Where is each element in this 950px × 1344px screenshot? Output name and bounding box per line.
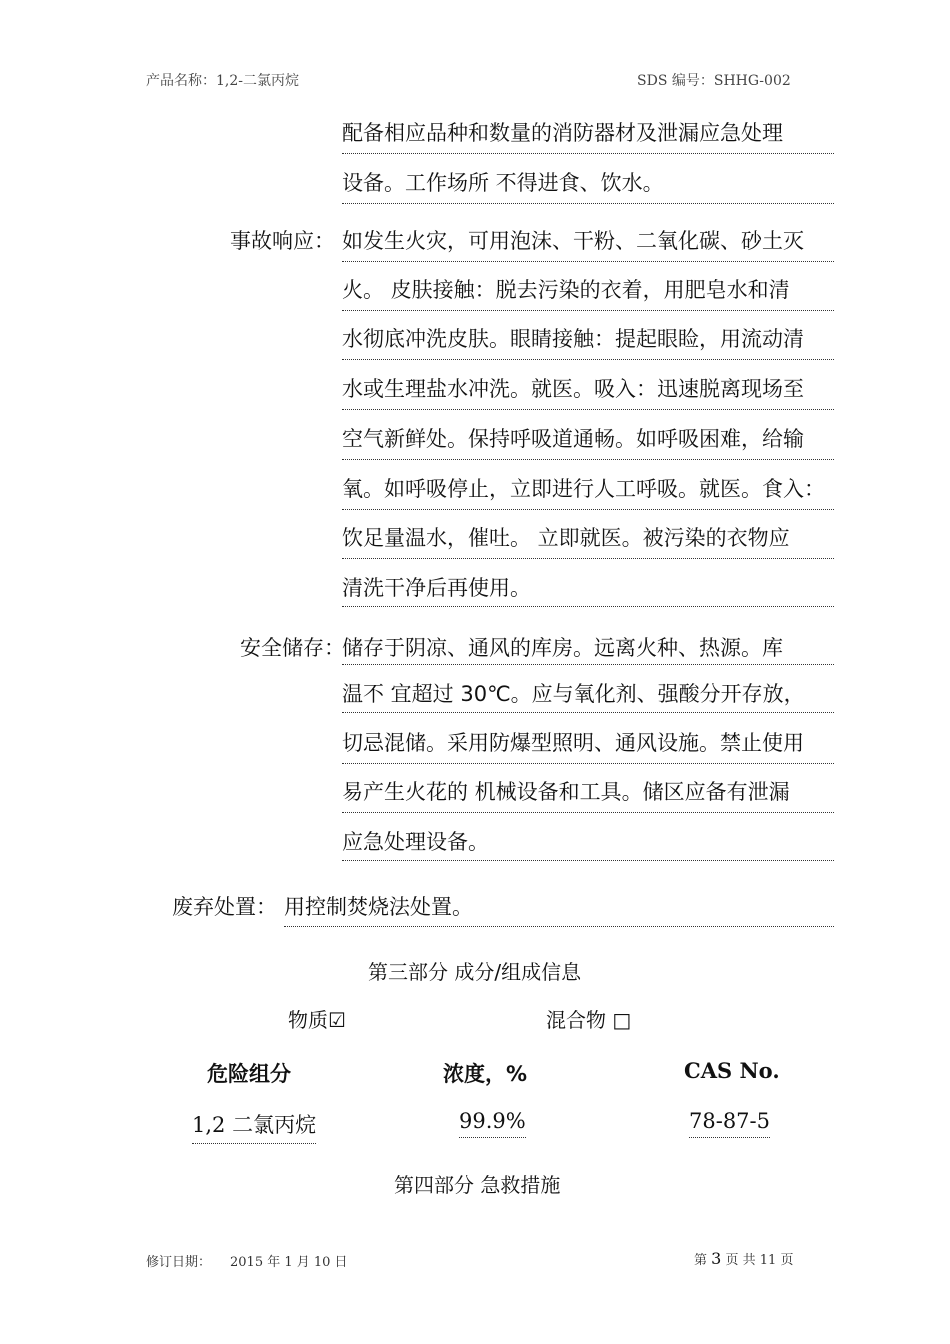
page-mid: 页 共 — [725, 1253, 756, 1268]
response-label: 事故响应： — [230, 229, 335, 253]
dotted-rule — [342, 763, 834, 764]
response-line: 水或生理盐水冲洗。就医。吸入：迅速脱离现场至 — [342, 377, 804, 401]
response-line: 火。 皮肤接触：脱去污染的衣着，用肥皂水和清 — [342, 278, 790, 302]
response-line: 饮足量温水，催吐。 立即就医。被污染的衣物应 — [342, 526, 790, 550]
header-product-name: 产品名称：1,2-二氯丙烷 — [146, 73, 299, 89]
dotted-rule — [342, 261, 834, 262]
dotted-rule — [342, 459, 834, 460]
response-line: 如发生火灾，可用泡沫、干粉、二氧化碳、砂土灭 — [342, 229, 804, 253]
dotted-rule — [284, 926, 834, 927]
dotted-rule — [342, 606, 834, 607]
dotted-rule — [342, 359, 834, 360]
footer-revision-date: 2015 年 1 月 10 日 — [230, 1255, 348, 1270]
disposal-label: 废弃处置： — [172, 895, 277, 919]
storage-line: 储存于阴凉、通风的库房。远离火种、热源。库 — [342, 636, 783, 660]
component-concentration: 99.9% — [459, 1109, 526, 1138]
footer-page-info — [694, 1249, 793, 1268]
component-name: 1,2 二氯丙烷 — [192, 1109, 316, 1144]
storage-line: 易产生火花的 机械设备和工具。储区应备有泄漏 — [342, 780, 790, 804]
table-header: 浓度，% — [443, 1062, 528, 1086]
dotted-rule — [342, 558, 834, 559]
response-line: 氧。如呼吸停止，立即进行人工呼吸。就医。食入： — [342, 477, 825, 501]
prevention-line: 配备相应品种和数量的消防器材及泄漏应急处理 — [342, 121, 783, 145]
dotted-rule — [342, 310, 834, 311]
section4-title: 第四部分 急救措施 — [394, 1173, 561, 1197]
table-header: CAS No. — [684, 1058, 780, 1083]
footer-revision-label: 修订日期： — [146, 1255, 212, 1270]
dotted-rule — [342, 509, 834, 510]
response-line: 清洗干净后再使用。 — [342, 576, 531, 600]
response-line: 水彻底冲洗皮肤。眼睛接触：提起眼睑，用流动清 — [342, 327, 804, 351]
page-number: 3 — [711, 1249, 722, 1268]
dotted-rule — [342, 812, 834, 813]
header-sds-number: SDS 编号：SHHG-002 — [637, 73, 791, 89]
dotted-rule — [342, 203, 834, 204]
dotted-rule — [342, 153, 834, 154]
storage-line: 切忌混储。采用防爆型照明、通风设施。禁止使用 — [342, 731, 804, 755]
dotted-rule — [342, 712, 834, 713]
dotted-rule — [342, 409, 834, 410]
page-total: 11 — [759, 1253, 777, 1268]
storage-line: 温不 宜超过 30℃。应与氧化剂、强酸分开存放， — [342, 682, 805, 706]
dotted-rule — [342, 664, 834, 665]
substance-option: 物质☑ — [288, 1008, 346, 1032]
dotted-rule — [342, 860, 834, 861]
component-cas: 78-87-5 — [689, 1109, 770, 1138]
storage-line: 应急处理设备。 — [342, 830, 489, 854]
mixture-option: 混合物 □ — [546, 1008, 632, 1032]
section3-title: 第三部分 成分/组成信息 — [368, 960, 582, 984]
prevention-line: 设备。工作场所 不得进食、饮水。 — [342, 171, 664, 195]
storage-label: 安全储存： — [240, 636, 345, 660]
page-prefix: 第 — [694, 1253, 708, 1268]
table-header: 危险组分 — [207, 1062, 291, 1086]
page-suffix: 页 — [780, 1253, 794, 1268]
response-line: 空气新鲜处。保持呼吸道通畅。如呼吸困难，给输 — [342, 427, 804, 451]
disposal-text: 用控制焚烧法处置。 — [284, 895, 473, 919]
